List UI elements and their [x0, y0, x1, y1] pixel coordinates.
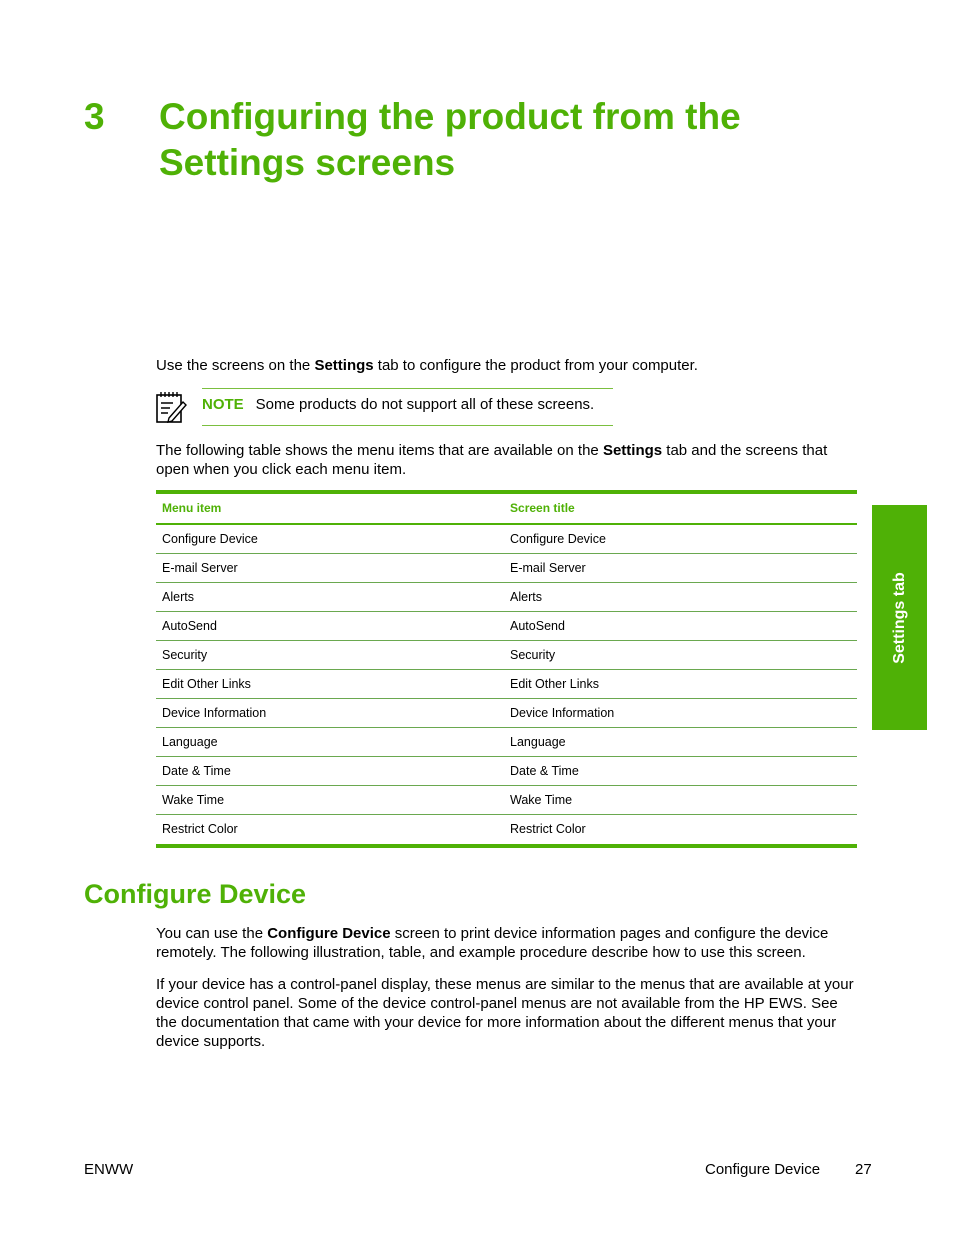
footer-page-number: 27 — [855, 1161, 872, 1178]
cell-screen-title: Restrict Color — [510, 822, 586, 836]
cell-screen-title: E-mail Server — [510, 561, 586, 575]
table-intro-post: tab and the screens that open when you click each menu item. — [156, 442, 828, 478]
column-header-screen-title: Screen title — [510, 501, 575, 515]
chapter-number: 3 — [84, 96, 105, 137]
intro-text-post: tab to configure the product from your computer. — [373, 357, 698, 374]
note-pencil-icon — [155, 390, 189, 424]
table-row — [156, 699, 857, 728]
cell-menu-item: AutoSend — [162, 619, 217, 633]
chapter-title: Configuring the product from the Settings screens — [159, 96, 741, 183]
note-label: NOTE — [202, 396, 244, 413]
section-p1-bold: Configure Device — [267, 925, 391, 942]
cell-menu-item: E-mail Server — [162, 561, 238, 575]
cell-screen-title: Date & Time — [510, 764, 579, 778]
table-header-row — [156, 494, 857, 525]
note — [202, 395, 594, 414]
menu-items-table — [156, 490, 857, 848]
table-intro-paragraph — [156, 441, 861, 479]
section-p1-post: screen to print device information pages and configure the device remotely. The following illustration, table, and example procedure describe how to use this screen. — [156, 925, 829, 961]
side-tab-label: Settings tab — [890, 571, 908, 664]
side-tab — [872, 505, 927, 730]
cell-screen-title: Edit Other Links — [510, 677, 599, 691]
note-text: Some products do not support all of these screens. — [255, 396, 595, 413]
footer-section: Configure Device — [705, 1161, 821, 1178]
table-row — [156, 786, 857, 815]
intro-text-bold: Settings — [314, 357, 374, 374]
table-row — [156, 728, 857, 757]
table-intro-bold: Settings — [602, 442, 663, 459]
cell-screen-title: Wake Time — [510, 793, 573, 807]
table-row — [156, 815, 857, 844]
cell-screen-title: Configure Device — [510, 532, 606, 546]
cell-menu-item: Date & Time — [162, 764, 231, 778]
cell-menu-item: Device Information — [162, 706, 267, 720]
intro-text-pre: Use the screens on the — [156, 357, 315, 374]
table-row — [156, 554, 857, 583]
cell-menu-item: Configure Device — [162, 532, 258, 546]
cell-menu-item: Restrict Color — [162, 822, 238, 836]
cell-screen-title: Language — [510, 735, 566, 749]
intro-paragraph — [156, 356, 861, 375]
cell-menu-item: Language — [162, 735, 218, 749]
section-heading: Configure Device — [84, 879, 307, 909]
table-row — [156, 641, 857, 670]
cell-screen-title: Device Information — [510, 706, 615, 720]
table-row — [156, 583, 857, 612]
table-row — [156, 525, 857, 554]
cell-menu-item: Security — [162, 648, 208, 662]
note-bottom-rule — [202, 425, 613, 426]
table-row — [156, 612, 857, 641]
table-intro-pre: The following table shows the menu items that are available on the — [156, 442, 603, 459]
table-row — [156, 670, 857, 699]
cell-menu-item: Edit Other Links — [162, 677, 251, 691]
column-header-menu-item: Menu item — [162, 501, 222, 515]
section-paragraph-1 — [156, 924, 861, 962]
section-paragraph-2: If your device has a control-panel display, these menus are similar to the menus that are available at your device control panel. Some of the device control-panel menus are not available from the HP EWS. See the documentation that came with your device for more information about the different menus that your device supports. — [156, 976, 854, 1050]
cell-screen-title: Security — [510, 648, 556, 662]
cell-menu-item: Wake Time — [162, 793, 225, 807]
table-row — [156, 757, 857, 786]
cell-screen-title: AutoSend — [510, 619, 565, 633]
section-p1-pre: You can use the — [156, 925, 268, 942]
note-top-rule — [202, 388, 613, 389]
cell-menu-item: Alerts — [162, 590, 194, 604]
cell-screen-title: Alerts — [510, 590, 542, 604]
footer-left: ENWW — [84, 1161, 134, 1178]
